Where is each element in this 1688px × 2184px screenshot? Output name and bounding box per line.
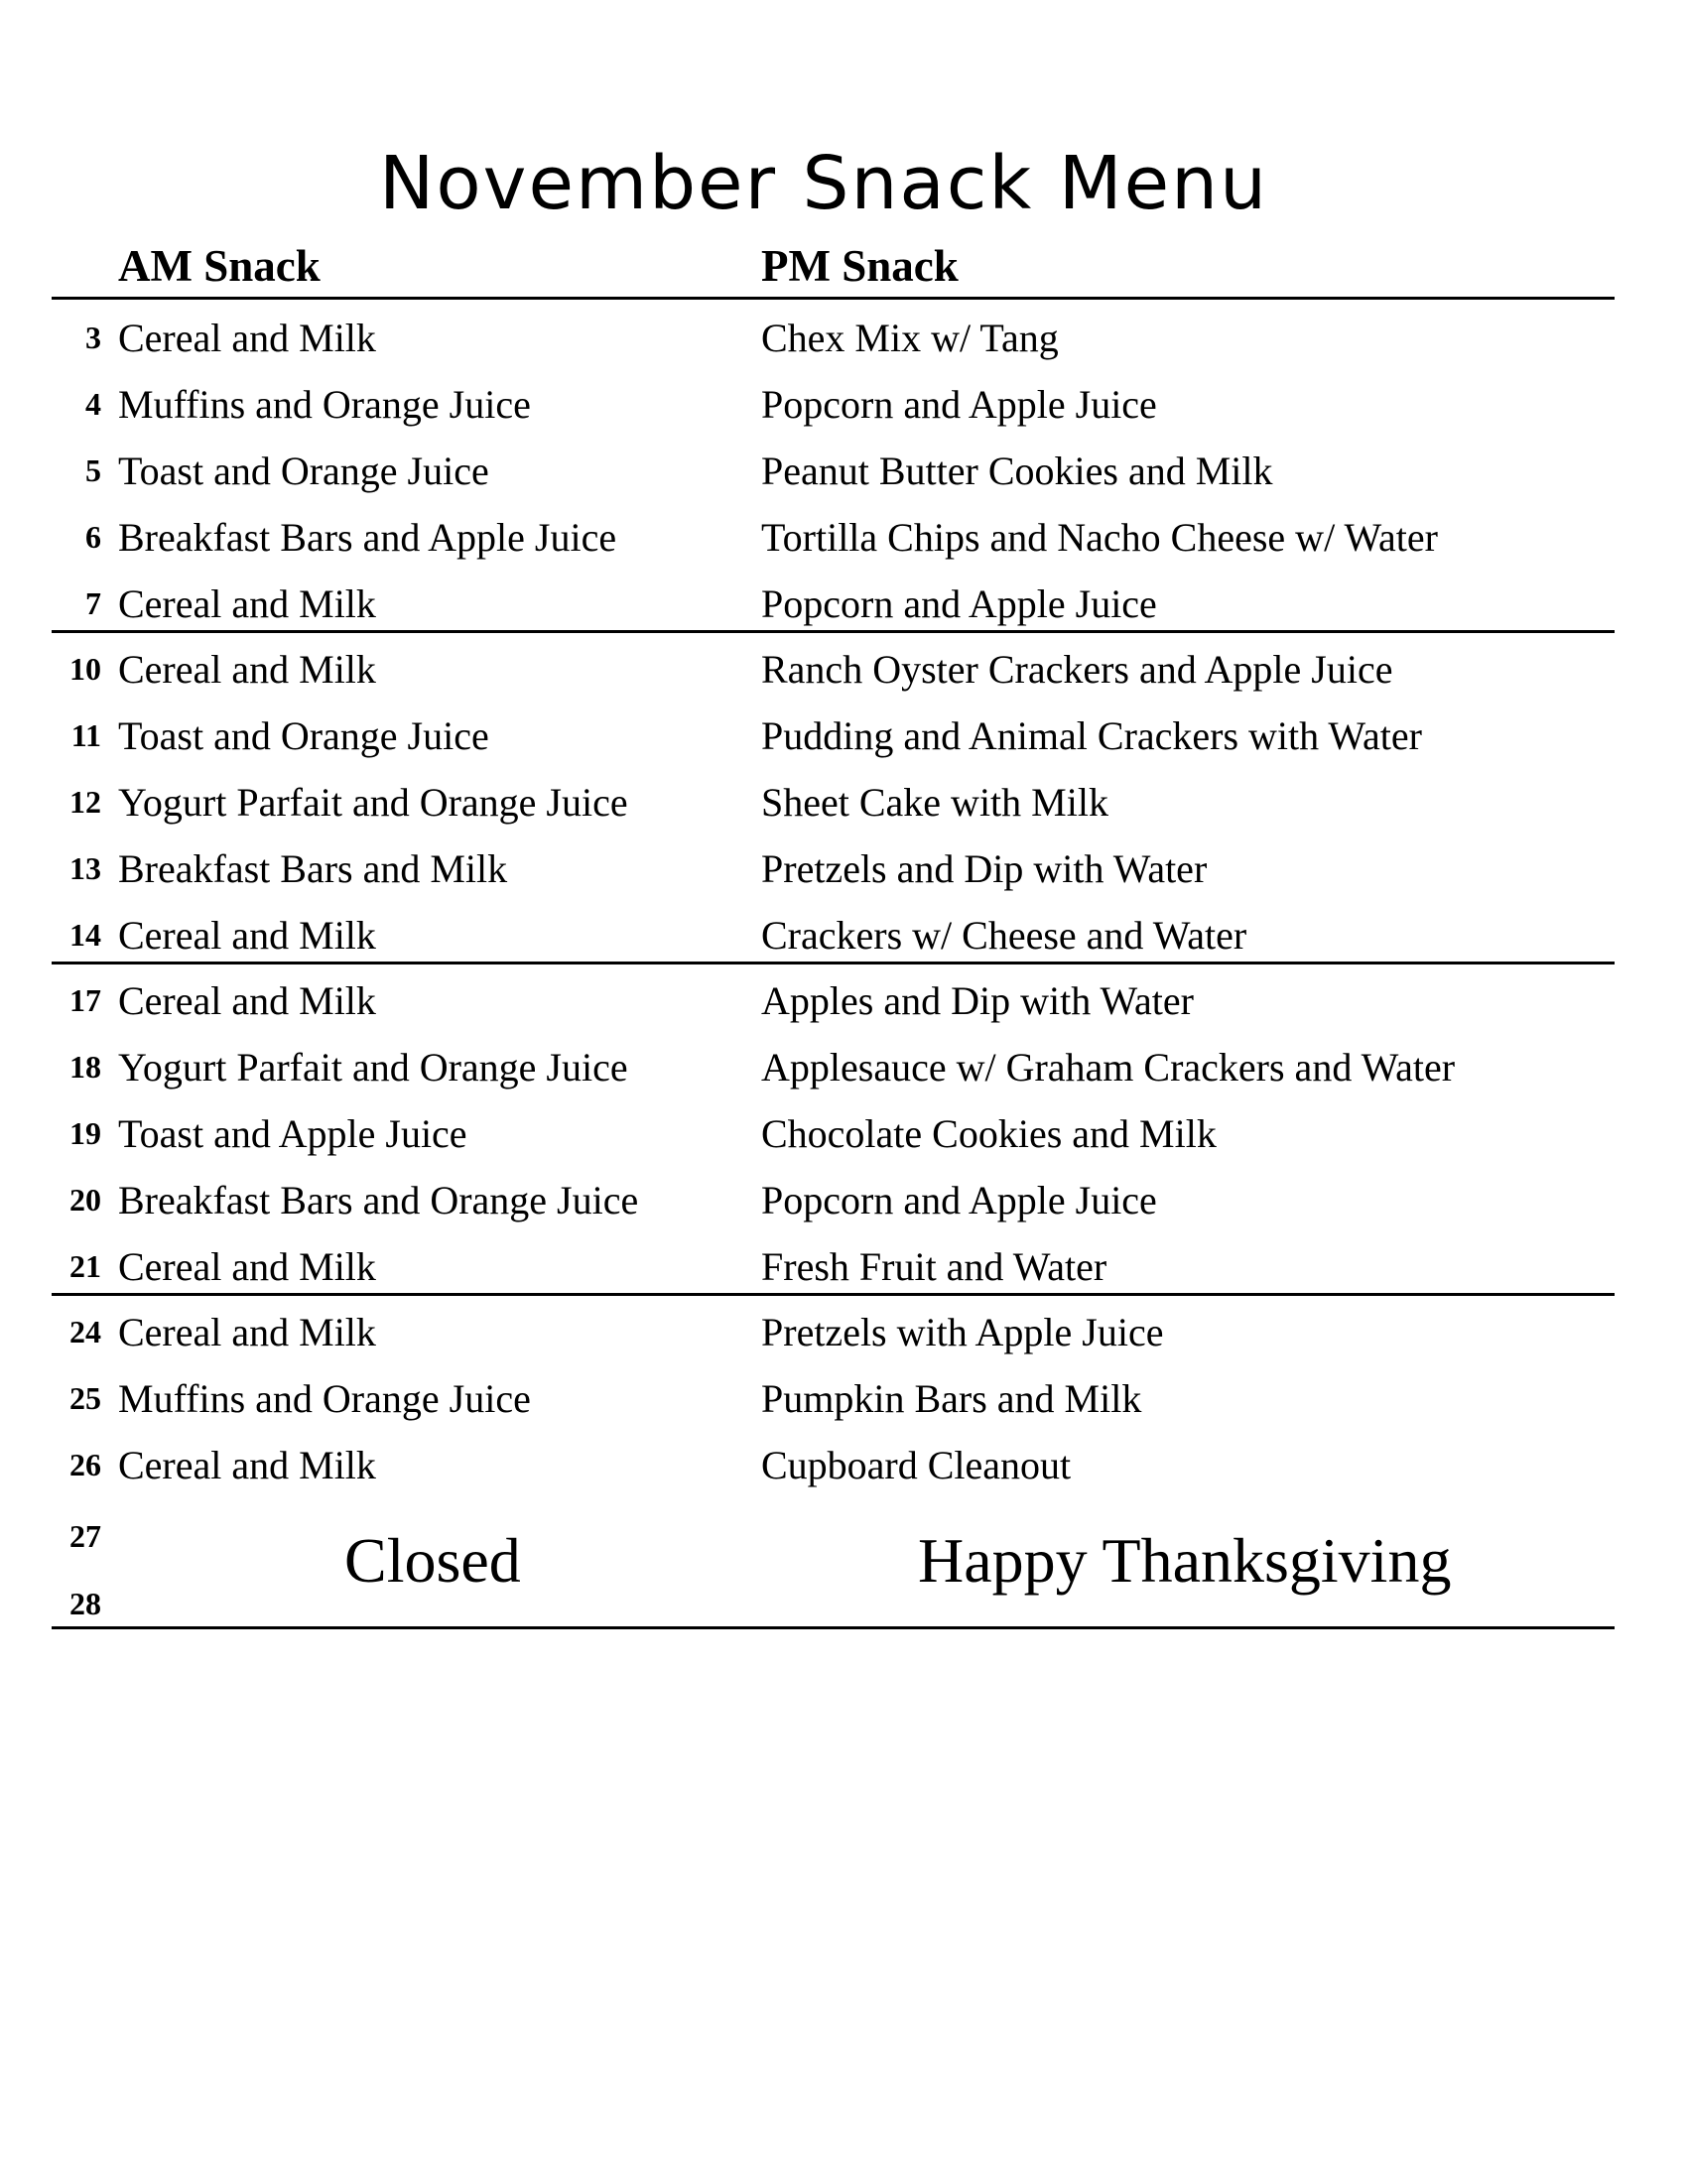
menu-row [0,769,1688,835]
day-number: 19 [69,1115,101,1151]
pm-snack: Ranch Oyster Crackers and Apple Juice [761,647,1393,692]
am-snack: Cereal and Milk [118,581,376,626]
am-snack: Cereal and Milk [118,647,376,692]
day-number: 18 [69,1049,101,1085]
day-number: 25 [69,1380,101,1416]
am-snack: Breakfast Bars and Milk [118,846,508,891]
am-snack: Yogurt Parfait and Orange Juice [118,1045,628,1090]
pm-snack: Popcorn and Apple Juice [761,1178,1157,1222]
pm-snack: Apples and Dip with Water [761,978,1194,1023]
day-number: 5 [85,452,101,488]
menu-row [0,835,1688,902]
day-number: 24 [69,1314,101,1349]
pm-snack: Chex Mix w/ Tang [761,316,1059,360]
closed-day-number: 27 [69,1518,101,1554]
week-divider [52,630,1615,633]
page-title: November Snack Menu [379,141,1268,226]
day-number: 3 [85,320,101,355]
closed-day-number: 28 [69,1586,101,1621]
menu-row [0,902,1688,968]
menu-row [0,1365,1688,1432]
menu-row [0,967,1688,1034]
pm-snack: Chocolate Cookies and Milk [761,1111,1217,1156]
am-snack: Breakfast Bars and Apple Juice [118,515,617,560]
menu-row [0,703,1688,769]
day-number: 14 [69,917,101,953]
am-snack: Cereal and Milk [118,1244,376,1289]
week-divider [52,1293,1615,1296]
menu-row [0,1432,1688,1498]
pm-snack: Pretzels and Dip with Water [761,846,1208,891]
menu-row [0,1299,1688,1365]
am-snack: Cereal and Milk [118,1443,376,1487]
am-snack: Cereal and Milk [118,1310,376,1354]
day-number: 26 [69,1447,101,1482]
am-snack: Toast and Orange Juice [118,713,489,758]
day-number: 7 [85,585,101,621]
day-number: 4 [85,386,101,422]
closed-label: Closed [344,1525,521,1596]
pm-snack: Pumpkin Bars and Milk [761,1376,1142,1421]
pm-snack: Pudding and Animal Crackers with Water [761,713,1422,758]
pm-snack: Popcorn and Apple Juice [761,581,1157,626]
pm-snack: Popcorn and Apple Juice [761,382,1157,427]
menu-row [0,571,1688,637]
menu-row [0,1167,1688,1233]
day-number: 11 [70,717,101,753]
am-snack: Breakfast Bars and Orange Juice [118,1178,639,1222]
am-snack: Muffins and Orange Juice [118,382,531,427]
day-number: 17 [69,982,101,1018]
am-snack: Yogurt Parfait and Orange Juice [118,780,628,825]
pm-snack: Fresh Fruit and Water [761,1244,1107,1289]
header-divider [52,297,1615,300]
menu-row [0,1233,1688,1300]
day-number: 10 [69,651,101,687]
pm-snack: Crackers w/ Cheese and Water [761,913,1247,958]
menu-row [0,438,1688,504]
pm-snack: Tortilla Chips and Nacho Cheese w/ Water [761,515,1438,560]
am-snack: Cereal and Milk [118,913,376,958]
pm-snack: Applesauce w/ Graham Crackers and Water [761,1045,1456,1090]
am-snack: Toast and Apple Juice [118,1111,467,1156]
pm-snack: Cupboard Cleanout [761,1443,1072,1487]
day-number: 6 [85,519,101,555]
bottom-divider [52,1626,1615,1629]
pm-snack: Sheet Cake with Milk [761,780,1108,825]
am-snack: Muffins and Orange Juice [118,1376,531,1421]
day-number: 12 [69,784,101,820]
menu-row [0,636,1688,703]
week-divider [52,962,1615,964]
day-number: 20 [69,1182,101,1218]
pm-snack: Pretzels with Apple Juice [761,1310,1164,1354]
menu-row [0,504,1688,571]
menu-row [0,371,1688,438]
am-snack-header: AM Snack [118,241,321,291]
menu-row [0,1034,1688,1100]
holiday-label: Happy Thanksgiving [918,1525,1452,1596]
menu-row [0,305,1688,371]
day-number: 13 [69,850,101,886]
am-snack: Toast and Orange Juice [118,449,489,493]
am-snack: Cereal and Milk [118,316,376,360]
pm-snack-header: PM Snack [761,241,959,291]
pm-snack: Peanut Butter Cookies and Milk [761,449,1273,493]
day-number: 21 [69,1248,101,1284]
am-snack: Cereal and Milk [118,978,376,1023]
menu-row [0,1100,1688,1167]
